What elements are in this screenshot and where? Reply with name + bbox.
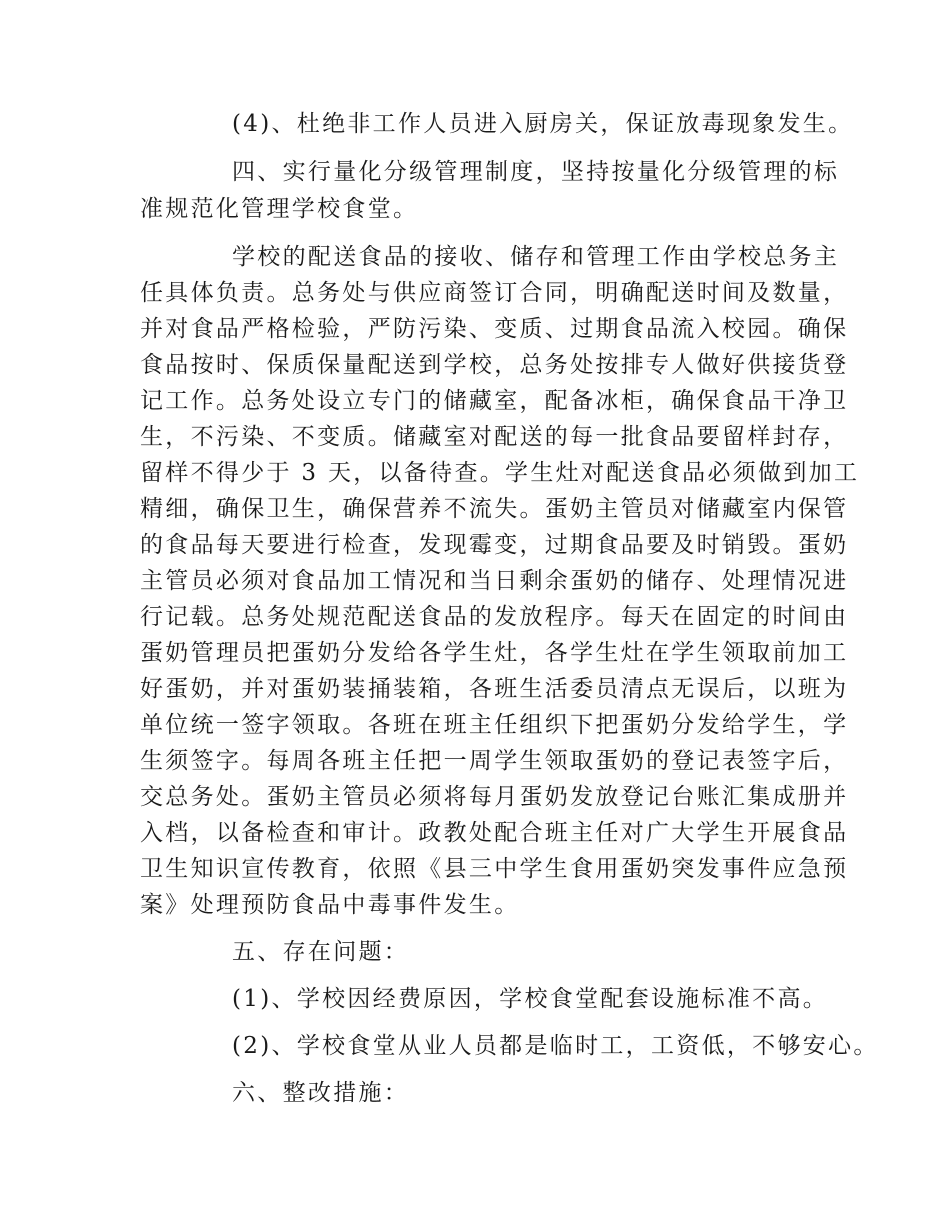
- text-line: 入档，以备检查和审计。政教处配合班主任对广大学生开展食品: [140, 820, 849, 846]
- text-line: 学校的配送食品的接收、储存和管理工作由学校总务主: [232, 244, 840, 270]
- text-line: 任具体负责。总务处与供应商签订合同，明确配送时间及数量，: [140, 280, 849, 306]
- text-line: 主管员必须对食品加工情况和当日剩余蛋奶的储存、处理情况进: [140, 568, 849, 594]
- text-line: (2)、学校食堂从业人员都是临时工，工资低，不够安心。: [232, 1033, 879, 1059]
- text-line: 交总务处。蛋奶主管员必须将每月蛋奶发放登记台账汇集成册并: [140, 784, 849, 810]
- text-line: (4)、杜绝非工作人员进入厨房关，保证放毒现象发生。: [232, 111, 854, 137]
- text-line: 生，不污染、不变质。储藏室对配送的每一批食品要留样封存，: [140, 424, 849, 450]
- section-heading: 四、实行量化分级管理制度，坚持按量化分级管理的标: [232, 159, 840, 185]
- text-line: 并对食品严格检验，严防污染、变质、过期食品流入校园。确保: [140, 316, 849, 342]
- text-line: 卫生知识宣传教育，依照《县三中学生食用蛋奶突发事件应急预: [140, 856, 849, 882]
- text-line: 行记载。总务处规范配送食品的发放程序。每天在固定的时间由: [140, 604, 849, 630]
- text-line: 的食品每天要进行检查，发现霉变，过期食品要及时销毁。蛋奶: [140, 532, 849, 558]
- text-line: 案》处理预防食品中毒事件发生。: [140, 892, 520, 918]
- text-line: 生须签字。每周各班主任把一周学生领取蛋奶的登记表签字后，: [140, 748, 849, 774]
- text-line: 准规范化管理学校食堂。: [140, 196, 419, 222]
- text-line: 记工作。总务处设立专门的储藏室，配备冰柜，确保食品干净卫: [140, 388, 849, 414]
- section-heading: 六、整改措施：: [232, 1080, 410, 1106]
- section-heading: 五、存在问题：: [232, 939, 410, 965]
- text-line: 单位统一签字领取。各班在班主任组织下把蛋奶分发给学生，学: [140, 712, 849, 738]
- text-line: 精细，确保卫生，确保营养不流失。蛋奶主管员对储藏室内保管: [140, 496, 849, 522]
- text-line: 蛋奶管理员把蛋奶分发给各学生灶，各学生灶在学生领取前加工: [140, 640, 849, 666]
- text-line: 留样不得少于 3 天，以备待查。学生灶对配送食品必须做到加工: [140, 460, 860, 486]
- text-line: 好蛋奶，并对蛋奶装捅装箱，各班生活委员清点无误后，以班为: [140, 676, 849, 702]
- text-line: 食品按时、保质保量配送到学校，总务处按排专人做好供接货登: [140, 352, 849, 378]
- text-line: (1)、学校因经费原因，学校食堂配套设施标准不高。: [232, 986, 829, 1012]
